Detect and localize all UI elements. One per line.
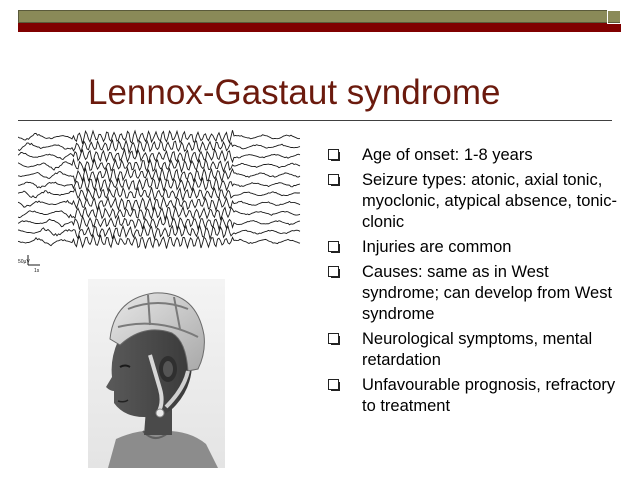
square-bullet-icon [328,149,339,160]
eeg-channel-trace [18,235,300,249]
title-divider [18,120,612,121]
bullet-item [327,145,617,166]
eeg-channel-trace [18,207,300,220]
maroon-band [18,23,621,32]
eeg-traces [18,130,300,248]
square-bullet-icon [328,333,339,344]
eeg-channel-trace [18,225,300,239]
bullet-item [327,329,617,371]
eeg-channel-trace [18,160,300,172]
square-bullet-icon [328,174,339,185]
top-decoration-bar [18,10,621,32]
eeg-scale-label: 50µV [18,259,30,265]
square-bullet-icon [328,266,339,277]
bullet-item [327,237,617,258]
bullet-text: Injuries are common [362,238,512,256]
eeg-channel-trace [18,168,300,182]
bullet-item [327,170,617,233]
eeg-scale-bar [28,255,40,265]
eeg-time-label: 1s [34,268,40,274]
eeg-channel-trace [18,130,300,144]
bullet-text: Causes: same as in West syndrome; can develop from West syndrome [362,263,613,323]
bullet-item [327,262,617,325]
slide-title: Lennox-Gastaut syndrome [88,73,501,112]
bullet-text: Unfavourable prognosis, refractory to treatment [362,376,616,415]
eeg-channel-trace [18,216,300,230]
eeg-channel-trace [18,197,300,210]
eeg-channel-trace [18,187,300,200]
bullet-text: Age of onset: 1-8 years [362,146,533,164]
bullet-text: Neurological symptoms, mental retardation [362,330,593,369]
olive-band [18,10,621,23]
bullet-list [327,145,617,421]
square-bullet-icon [328,379,339,390]
bullet-item [327,375,617,417]
eeg-channel-trace [18,149,300,163]
bullet-text: Seizure types: atonic, axial tonic, myoclonic, atypical absence, tonic-clonic [362,171,617,231]
eeg-channel-trace [18,140,300,153]
square-bullet-icon [328,241,339,252]
eeg-trace-figure [18,127,308,277]
helmet-child-photo [88,279,225,468]
corner-square [607,10,621,24]
